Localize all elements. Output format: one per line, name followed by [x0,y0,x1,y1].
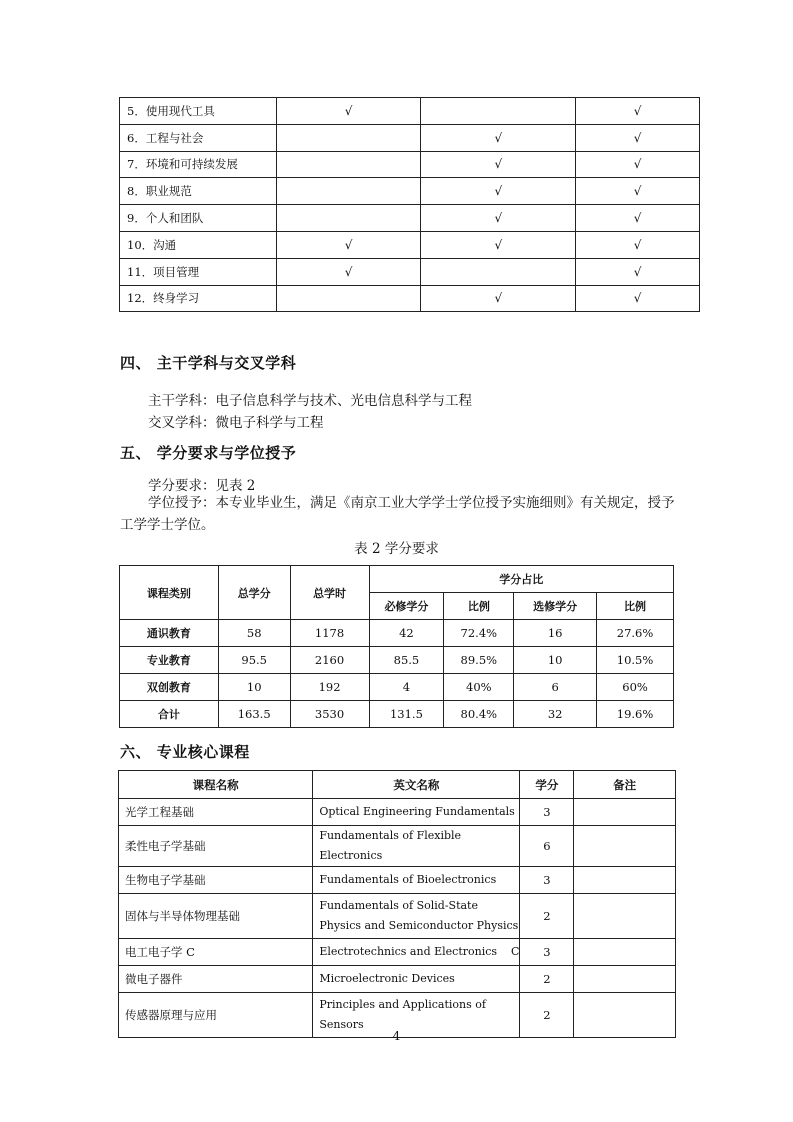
notes-cell [574,966,676,993]
elective-ratio-cell: 19.6% [597,701,674,728]
category-cell: 合计 [120,701,219,728]
table-header-row [119,771,676,799]
credit-requirement-text: 学分要求：见表 2 [148,478,256,494]
english-name-cell: Electrotechnics and Electronics C [313,939,520,966]
page-number: 4 [392,1029,401,1043]
required-ratio-cell: 80.4% [444,701,514,728]
table-row [120,258,700,285]
credits-cell: 2 [520,894,574,939]
table-row [120,98,700,125]
section-5-heading: 五、 学分要求与学位授予 [120,444,297,462]
table-row [120,231,700,258]
course-name-cell: 电工电子学 C [119,939,313,966]
credits-table [119,565,674,728]
header-ratio: 比例 [444,593,514,620]
check-mark [421,258,576,285]
category-cell: 专业教育 [120,647,219,674]
table-2-caption: 表 2 学分要求 [354,541,439,557]
english-name-cell: Fundamentals of Solid-State Physics and Semiconductor Physics [313,894,520,939]
check-mark: √ [576,231,700,258]
header-category: 课程类别 [120,566,219,620]
header-elective: 选修学分 [514,593,597,620]
header-ratio: 比例 [597,593,674,620]
check-mark: √ [276,258,421,285]
header-course-name: 课程名称 [119,771,313,799]
english-name-cell: Fundamentals of Bioelectronics [313,867,520,894]
required-cell: 85.5 [369,647,444,674]
table-row [120,285,700,312]
elective-ratio-cell: 60% [597,674,674,701]
notes-cell [574,939,676,966]
check-mark [276,151,421,178]
table-row [119,799,676,826]
outcome-name: 10．沟通 [120,231,277,258]
section-4-heading: 四、 主干学科与交叉学科 [120,354,297,372]
table-header-row [120,566,674,593]
english-name-cell: Optical Engineering Fundamentals [313,799,520,826]
table-row [119,939,676,966]
elective-ratio-cell: 10.5% [597,647,674,674]
check-mark: √ [576,258,700,285]
required-cell: 4 [369,674,444,701]
english-name-cell: Principles and Applications of Sensors [313,993,520,1038]
elective-cell: 32 [514,701,597,728]
credits-cell: 95.5 [218,647,290,674]
outcome-name: 12．终身学习 [120,285,277,312]
check-mark [276,124,421,151]
course-name-cell: 生物电子学基础 [119,867,313,894]
notes-cell [574,826,676,867]
outcome-name: 7．环境和可持续发展 [120,151,277,178]
cross-disciplines-text: 交叉学科：微电子科学与工程 [148,415,324,431]
notes-cell [574,799,676,826]
table-row [120,178,700,205]
credits-cell: 2 [520,966,574,993]
section-6-heading: 六、 专业核心课程 [120,743,250,761]
check-mark: √ [421,231,576,258]
credits-cell: 3 [520,799,574,826]
check-mark: √ [576,285,700,312]
outcome-name: 11．项目管理 [120,258,277,285]
course-name-cell: 微电子器件 [119,966,313,993]
required-ratio-cell: 72.4% [444,620,514,647]
check-mark: √ [576,124,700,151]
course-name-cell: 柔性电子学基础 [119,826,313,867]
credits-cell: 6 [520,826,574,867]
english-name-cell: Fundamentals of Flexible Electronics [313,826,520,867]
credits-cell: 10 [218,674,290,701]
check-mark: √ [421,285,576,312]
header-total-credits: 总学分 [218,566,290,620]
table-row [119,826,676,867]
category-cell: 双创教育 [120,674,219,701]
check-mark [276,285,421,312]
outcomes-table [119,97,700,312]
check-mark [276,205,421,232]
english-name-cell: Microelectronic Devices [313,966,520,993]
credits-cell: 3 [520,939,574,966]
header-notes: 备注 [574,771,676,799]
table-row [120,205,700,232]
credits-cell: 58 [218,620,290,647]
elective-cell: 16 [514,620,597,647]
table-row [120,620,674,647]
core-courses-table [118,770,676,1038]
check-mark: √ [421,124,576,151]
check-mark [276,178,421,205]
course-name-cell: 固体与半导体物理基础 [119,894,313,939]
table-row [120,124,700,151]
credits-cell: 163.5 [218,701,290,728]
header-total-hours: 总学时 [290,566,369,620]
hours-cell: 2160 [290,647,369,674]
notes-cell [574,894,676,939]
check-mark: √ [276,231,421,258]
table-row [119,966,676,993]
table-row [120,647,674,674]
header-credits: 学分 [520,771,574,799]
check-mark: √ [576,151,700,178]
required-ratio-cell: 40% [444,674,514,701]
elective-cell: 6 [514,674,597,701]
table-row [119,894,676,939]
check-mark: √ [576,178,700,205]
required-ratio-cell: 89.5% [444,647,514,674]
elective-ratio-cell: 27.6% [597,620,674,647]
hours-cell: 1178 [290,620,369,647]
outcome-name: 5．使用现代工具 [120,98,277,125]
hours-cell: 192 [290,674,369,701]
course-name-cell: 传感器原理与应用 [119,993,313,1038]
hours-cell: 3530 [290,701,369,728]
credits-cell: 3 [520,867,574,894]
check-mark: √ [576,205,700,232]
category-cell: 通识教育 [120,620,219,647]
table-row [119,867,676,894]
check-mark: √ [421,151,576,178]
notes-cell [574,867,676,894]
table-row [120,151,700,178]
required-cell: 42 [369,620,444,647]
required-cell: 131.5 [369,701,444,728]
table-row [120,674,674,701]
check-mark: √ [421,205,576,232]
degree-award-text: 学位授予：本专业毕业生，满足《南京工业大学学士学位授予实施细则》有关规定，授予工学学士学位。 [120,495,675,533]
outcome-name: 9．个人和团队 [120,205,277,232]
check-mark: √ [421,178,576,205]
check-mark [421,98,576,125]
elective-cell: 10 [514,647,597,674]
outcome-name: 8．职业规范 [120,178,277,205]
header-ratio-group: 学分占比 [369,566,674,593]
course-name-cell: 光学工程基础 [119,799,313,826]
main-disciplines-text: 主干学科：电子信息科学与技术、光电信息科学与工程 [148,393,472,409]
table-row [120,701,674,728]
header-english-name: 英文名称 [313,771,520,799]
check-mark: √ [276,98,421,125]
header-required: 必修学分 [369,593,444,620]
check-mark: √ [576,98,700,125]
credits-cell: 2 [520,993,574,1038]
outcome-name: 6．工程与社会 [120,124,277,151]
